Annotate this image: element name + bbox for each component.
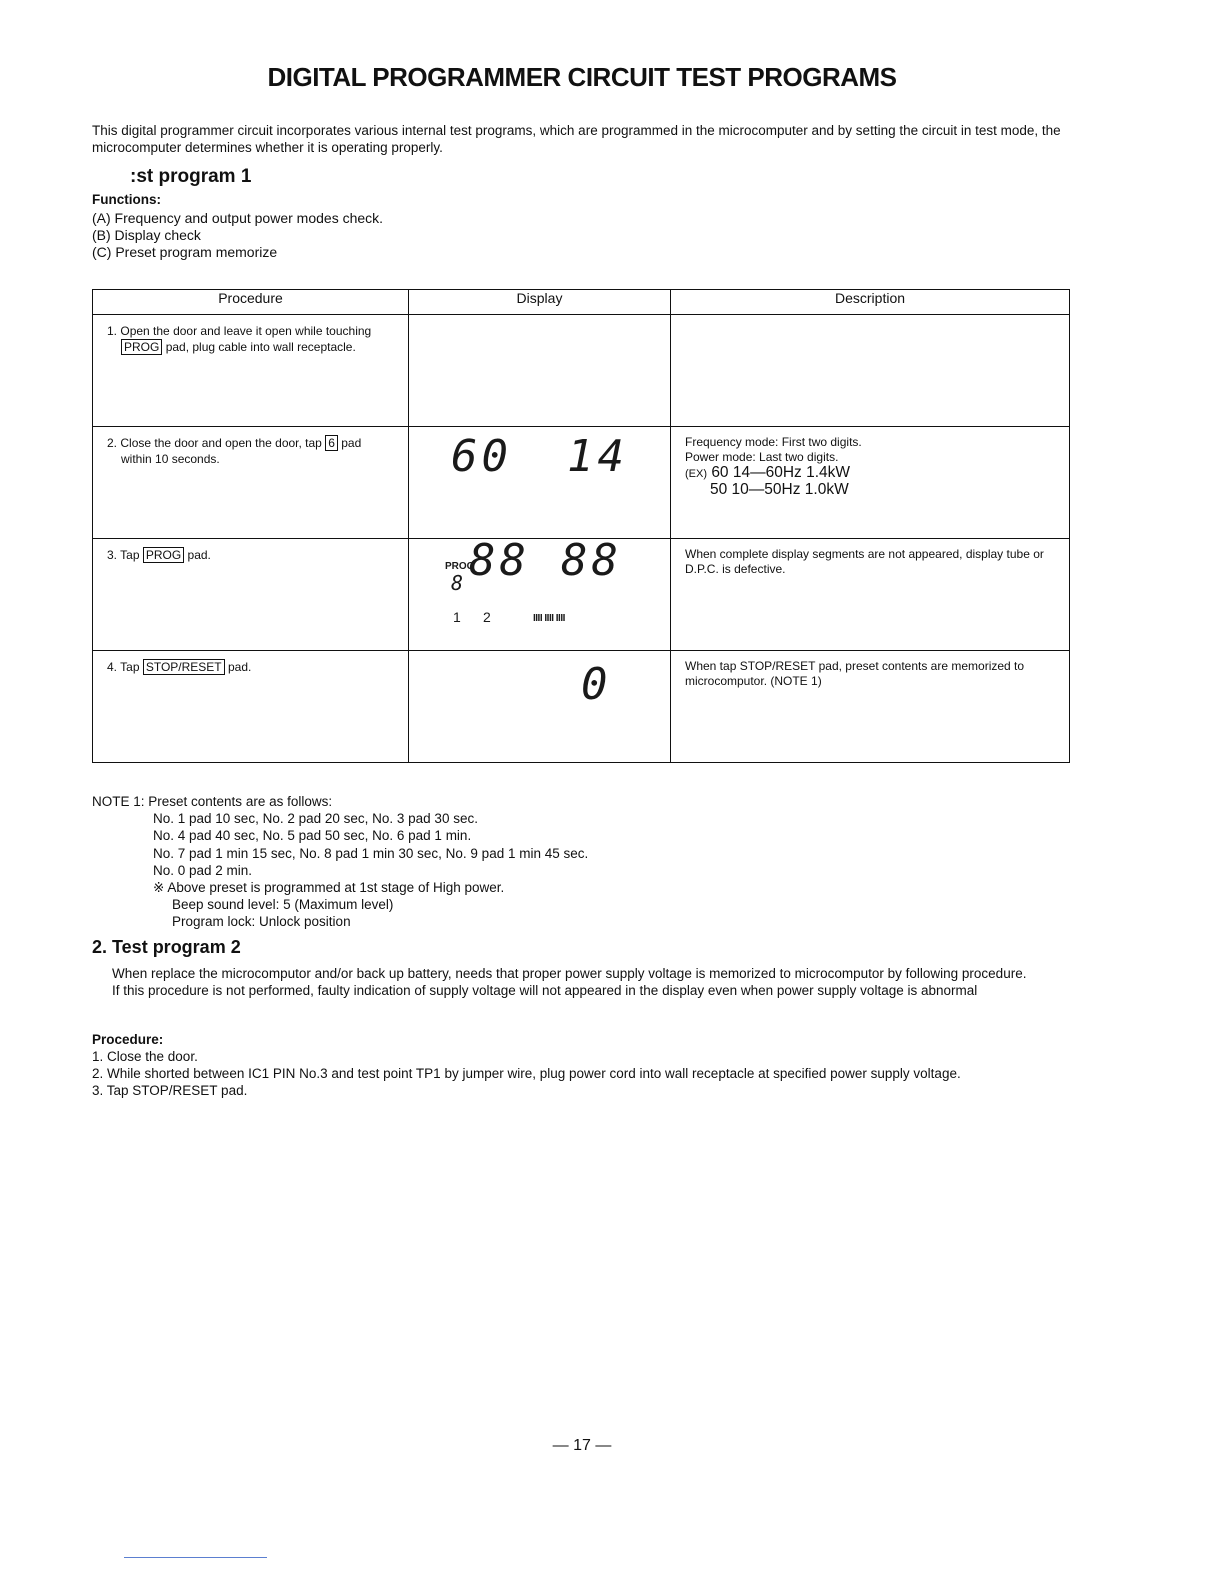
pad-6-label: 6	[325, 435, 338, 451]
description-line: Power mode: Last two digits.	[685, 450, 839, 464]
step-text: within 10 seconds.	[121, 452, 220, 466]
stop-reset-pad-label: STOP/RESET	[143, 659, 225, 675]
note-line: No. 7 pad 1 min 15 sec, No. 8 pad 1 min 30 sec, No. 9 pad 1 min 45 sec.	[153, 845, 589, 861]
display-small-digit: 8	[451, 571, 464, 595]
function-item: (A) Frequency and output power modes check.	[92, 210, 384, 226]
note-line: No. 4 pad 40 sec, No. 5 pad 50 sec, No. 6 pad 1 min.	[153, 828, 472, 844]
header-procedure: Procedure	[93, 290, 409, 315]
section2-paragraph: When replace the microcomputor and/or back up battery, needs that proper power supply voltage is memorized to microcomputor by following procedure.	[112, 966, 1027, 981]
section2-paragraphs	[112, 965, 1072, 999]
prog-pad-label: PROG	[143, 547, 184, 563]
procedure-cell	[93, 315, 409, 427]
step-text: Close the door and open the door, tap	[120, 436, 322, 450]
table-row	[93, 427, 1070, 539]
example-line: 60 14—60Hz 1.4kW	[711, 464, 851, 481]
footer-rule	[124, 1557, 267, 1558]
step-text: Tap	[120, 660, 140, 674]
display-test-digits-left: 88	[469, 535, 530, 586]
section2-paragraph: If this procedure is not performed, faulty indication of supply voltage will not appeared in the display even when power supply voltage is abnormal	[112, 983, 978, 998]
procedure-step: 1. Close the door.	[92, 1049, 198, 1064]
header-display: Display	[409, 290, 671, 315]
procedure-label: Procedure:	[92, 1032, 164, 1047]
display-stage-2: 2	[483, 609, 491, 625]
note-heading: NOTE 1: Preset contents are as follows:	[92, 794, 333, 809]
display-zero-digit: 0	[581, 659, 612, 710]
example-line: 50 10—50Hz 1.0kW	[710, 481, 849, 498]
page-number: — 17 —	[552, 1437, 612, 1454]
description-cell	[671, 427, 1070, 539]
description-text: When tap STOP/RESET pad, preset contents are memorized to microcomputor. (NOTE 1)	[685, 659, 1025, 688]
note-line: No. 0 pad 2 min.	[153, 862, 253, 878]
display-power-digits: 14	[567, 431, 628, 482]
intro-paragraph: This digital programmer circuit incorporates various internal test programs, which are programmed in the microcomputer and by setting the circuit in test mode, the microcomputer determines whether it is operating properly.	[92, 123, 1061, 155]
function-item: (B) Display check	[92, 227, 201, 243]
note-line: ※ Above preset is programmed at 1st stage of High power.	[153, 880, 505, 896]
step-number: 3.	[107, 548, 118, 562]
description-text: When complete display segments are not appeared, display tube or D.P.C. is defective.	[685, 547, 1044, 576]
description-cell	[671, 539, 1070, 651]
display-cell	[409, 535, 671, 651]
procedure-cell	[93, 539, 409, 651]
step-number: 2.	[107, 436, 118, 450]
step-text: Open the door and leave it open while touching	[120, 324, 372, 338]
example-label: (EX)	[685, 468, 707, 480]
display-test-digits-right: 88	[561, 535, 622, 586]
table-row	[93, 651, 1070, 763]
header-description: Description	[671, 290, 1070, 315]
table-row	[93, 539, 1070, 651]
step-number: 4.	[107, 660, 118, 674]
display-level-bars: IIII IIII IIII	[533, 613, 565, 624]
note-subline: Program lock: Unlock position	[172, 914, 351, 930]
description-cell	[671, 315, 1070, 427]
display-cell	[409, 651, 671, 763]
step-text: pad.	[227, 660, 252, 674]
note-block	[92, 793, 992, 931]
step-text: pad.	[187, 548, 211, 562]
procedure-cell	[93, 651, 409, 763]
prog-pad-label: PROG	[121, 339, 162, 355]
step-number: 1.	[107, 324, 118, 338]
display-cell	[409, 427, 671, 539]
display-stage-1: 1	[453, 609, 461, 625]
description-line: Frequency mode: First two digits.	[685, 435, 862, 449]
procedure-step: 2. While shorted between IC1 PIN No.3 and test point TP1 by jumper wire, plug power cord into wall receptacle at specified power supply voltage.	[92, 1066, 961, 1081]
display-cell	[409, 315, 671, 427]
display-frequency-digits: 60	[451, 431, 512, 482]
section1-heading: :st program 1	[130, 166, 252, 187]
function-item: (C) Preset program memorize	[92, 244, 278, 260]
step-text: pad	[341, 436, 362, 450]
section2-heading: 2. Test program 2	[92, 937, 241, 957]
procedure-steps	[92, 1048, 961, 1099]
note-subline: Beep sound level: 5 (Maximum level)	[172, 897, 394, 913]
test-procedure-table	[92, 289, 1070, 763]
procedure-step: 3. Tap STOP/RESET pad.	[92, 1083, 248, 1098]
page-title: DIGITAL PROGRAMMER CIRCUIT TEST PROGRAMS	[267, 62, 897, 92]
step-text: pad, plug cable into wall receptacle.	[165, 340, 356, 354]
display-prog-indicator: PROG	[445, 561, 475, 572]
description-cell	[671, 651, 1070, 763]
functions-label: Functions:	[92, 192, 161, 207]
table-row	[93, 315, 1070, 427]
step-text: Tap	[120, 548, 140, 562]
note-line: No. 1 pad 10 sec, No. 2 pad 20 sec, No. 3 pad 30 sec.	[153, 811, 478, 827]
procedure-cell	[93, 427, 409, 539]
